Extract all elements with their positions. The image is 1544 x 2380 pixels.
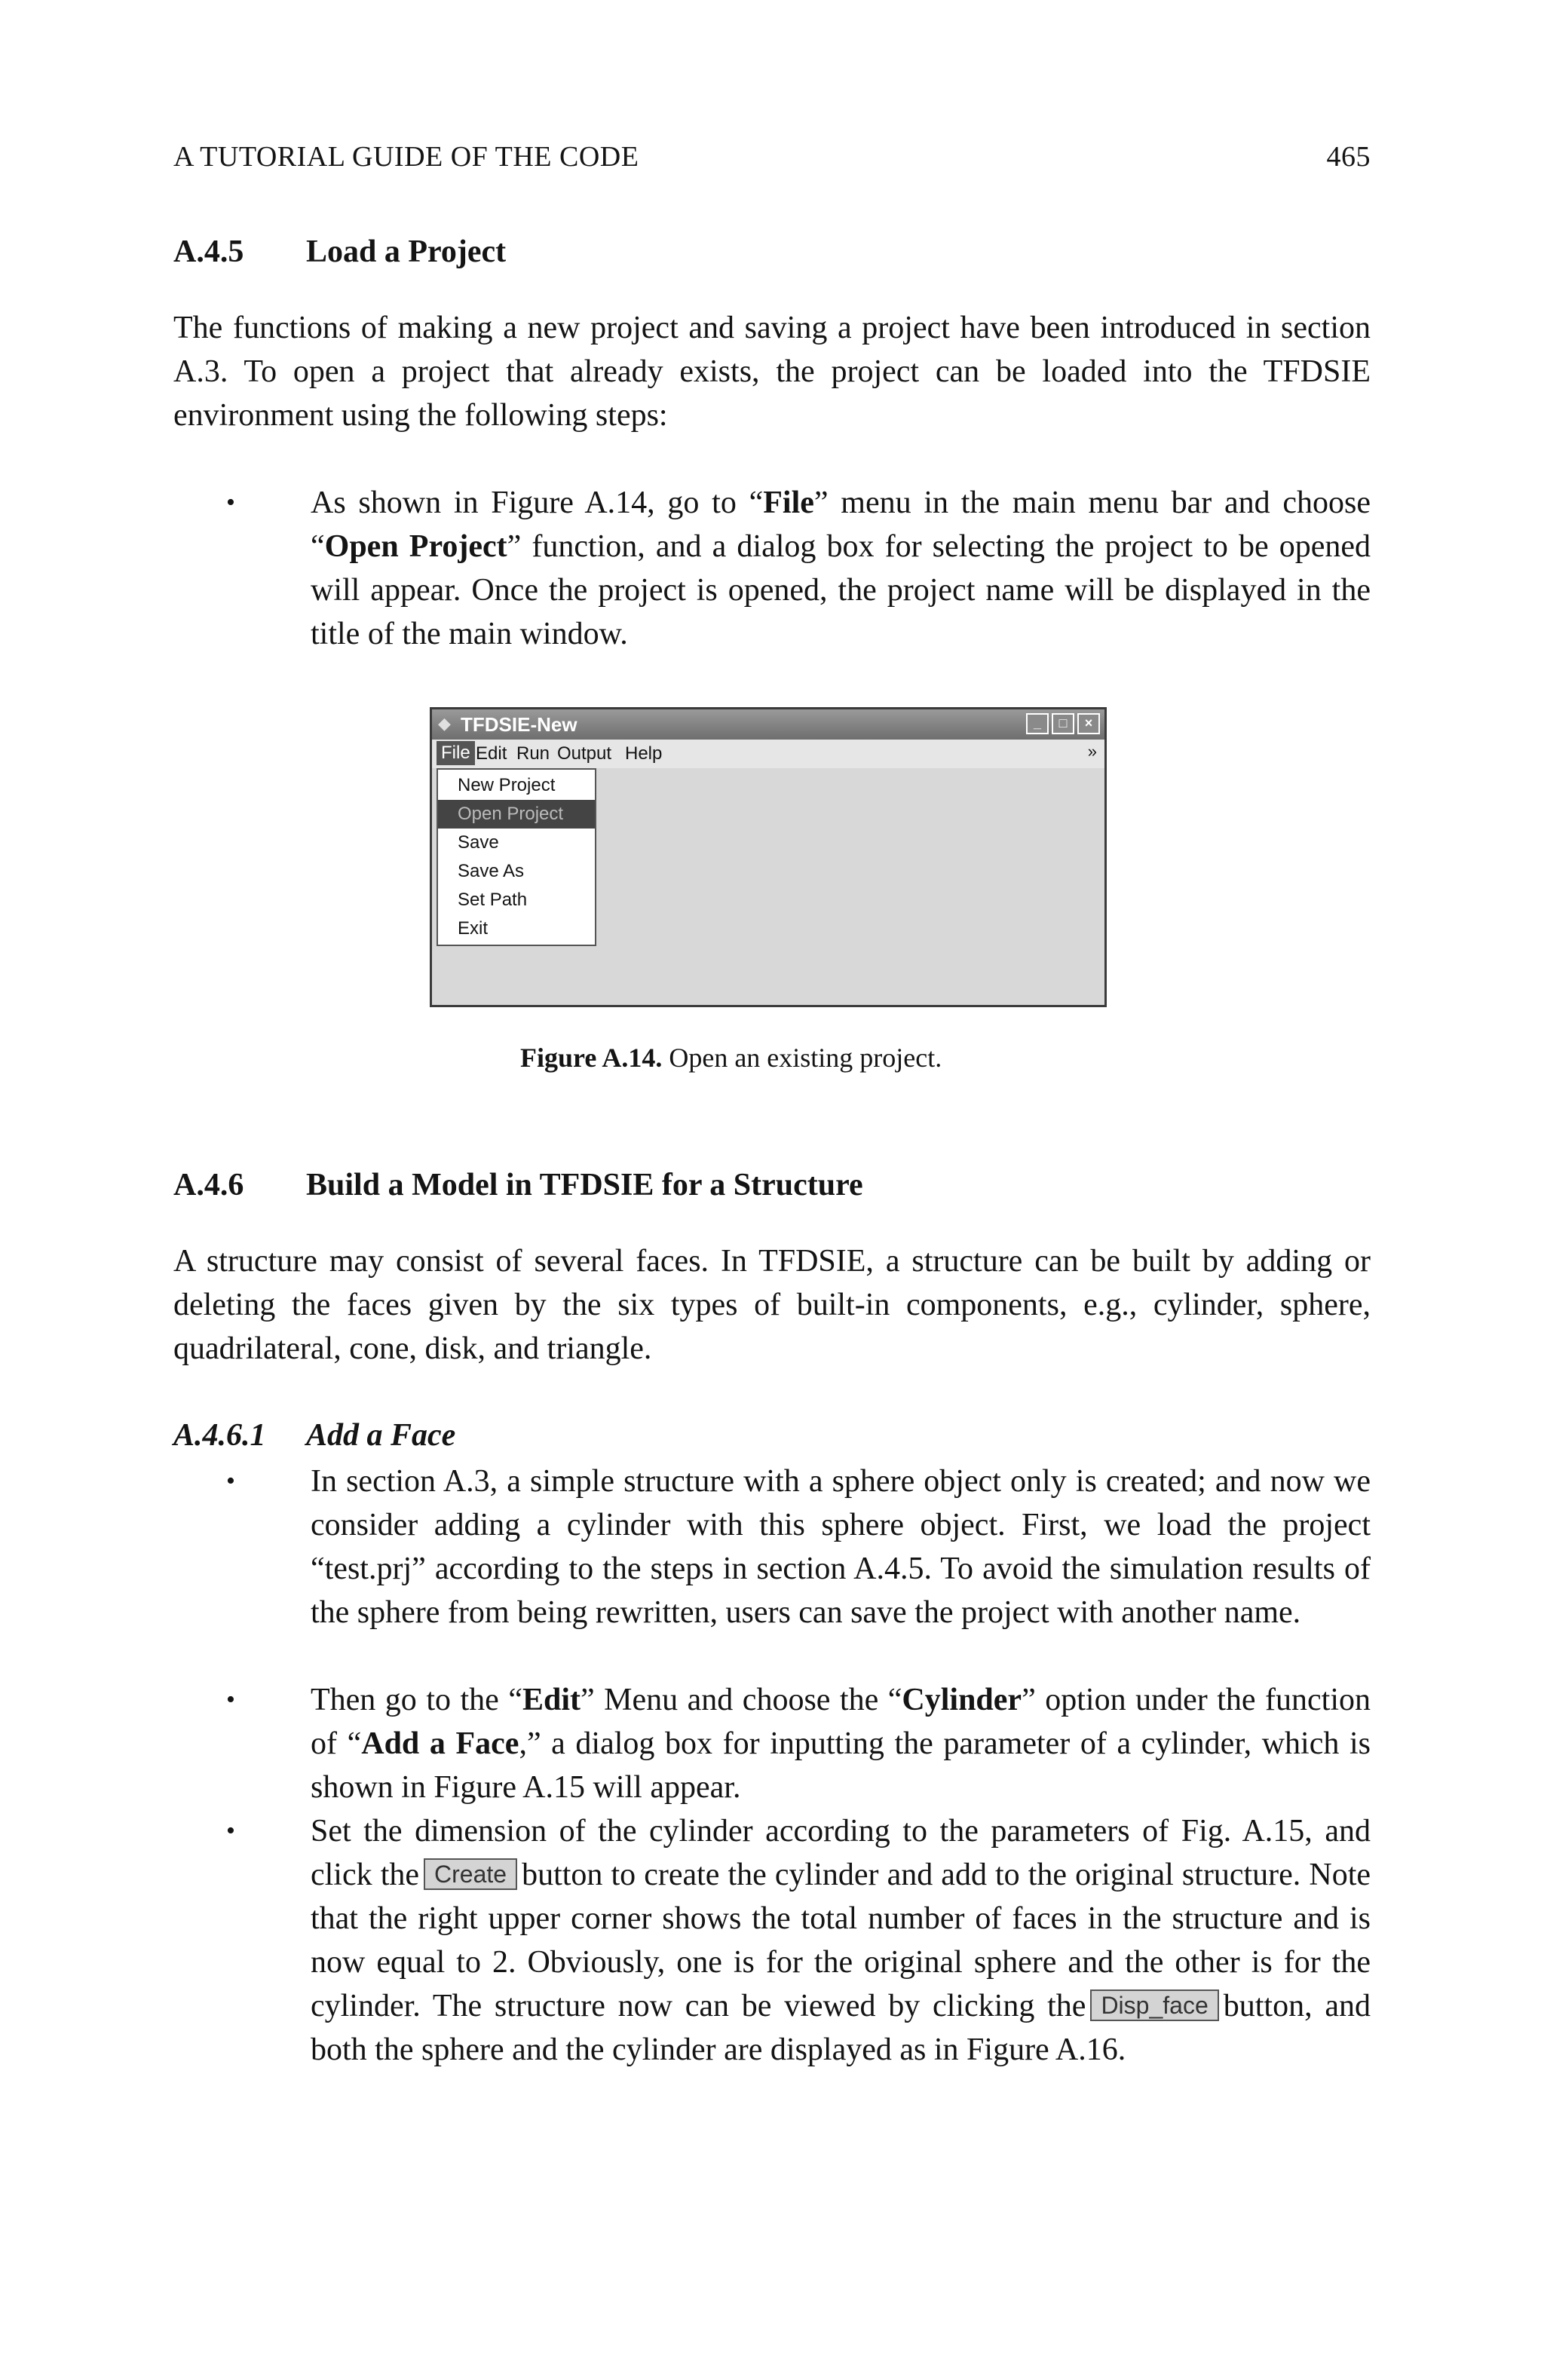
menu-file[interactable]: File	[437, 741, 475, 765]
page-number: 465	[1326, 141, 1371, 173]
menu-item-set-path[interactable]: Set Path	[458, 890, 528, 910]
subsection-number: A.4.6.1	[173, 1418, 266, 1453]
caption-label: Figure A.14.	[520, 1043, 663, 1073]
section-heading-a46	[173, 1167, 863, 1203]
menu-help[interactable]: Help	[625, 743, 663, 764]
paragraph-intro	[173, 306, 1371, 437]
window-title: TFDSIE-New	[461, 713, 577, 736]
bullet-dot: •	[226, 1686, 235, 1714]
file-menu-dropdown	[437, 768, 596, 946]
menu-item-exit[interactable]: Exit	[458, 918, 489, 939]
menu-item-save[interactable]: Save	[458, 832, 499, 853]
bullet-text: As shown in Figure A.14, go to “File” menu in the main menu bar and choose “Open Project” function, and a dialog box for selecting the project to be opened will appear. Once the project is opened, the project name will be displayed in the title of the main window.	[311, 485, 1371, 651]
create-button[interactable]: Create	[424, 1858, 517, 1890]
menu-item-save-as[interactable]: Save As	[458, 861, 525, 881]
bullet-dot: •	[226, 1817, 235, 1845]
window-titlebar	[432, 709, 1104, 740]
running-head-title: A TUTORIAL GUIDE OF THE CODE	[173, 141, 639, 173]
section-number: A.4.6	[173, 1168, 244, 1202]
subsection-title: Add a Face	[306, 1418, 456, 1453]
menu-item-open-project[interactable]: Open Project	[438, 800, 595, 829]
section-title: Build a Model in TFDSIE for a Structure	[306, 1168, 863, 1202]
minimize-button[interactable]: _	[1026, 713, 1049, 734]
bullet-dot: •	[226, 489, 235, 516]
menu-run[interactable]: Run	[516, 743, 550, 764]
close-button[interactable]: ×	[1077, 713, 1100, 734]
bullet-dot: •	[226, 1467, 235, 1495]
menu-item-new-project[interactable]: New Project	[458, 775, 556, 795]
figure-screenshot-window	[430, 707, 1107, 1007]
menu-overflow-icon[interactable]: »	[1087, 742, 1097, 761]
maximize-button[interactable]: □	[1052, 713, 1074, 734]
paragraph-text: The functions of making a new project and saving a project have been introduced in section A.3. To open a project that already exists, the project can be loaded into the TFDSIE environment using the following steps:	[173, 311, 1371, 433]
menu-bar	[432, 740, 1104, 768]
menu-edit[interactable]: Edit	[476, 743, 507, 764]
section-heading-a45	[173, 234, 506, 270]
bullet-text: Set the dimension of the cylinder according to the parameters of Fig. A.15, and click the Create button to create the cylinder and add to the original structure. Note that the right upper corner shows the total number of faces in the structure and is now equal to 2. Obviously, one is for the original sphere and the other is for the cylinder. The structure now can be viewed by clicking the Disp_face button, and both the sphere and the cylinder are displayed as in Figure A.16.	[311, 1814, 1371, 2067]
paragraph-text: A structure may consist of several faces. In TFDSIE, a structure can be built by adding or deleting the faces given by the six types of built-in components, e.g., cylinder, sphere, quadrilateral, cone, disk, and triangle.	[173, 1244, 1371, 1366]
subsection-heading-a461	[173, 1417, 455, 1453]
bullet-text: In section A.3, a simple structure with a sphere object only is created; and now we consider adding a cylinder with this sphere object. First, we load the project “test.prj” according to the steps in section A.4.5. To avoid the simulation results of the sphere from being rewritten, users can save the project with another name.	[311, 1464, 1371, 1630]
paragraph-structure	[173, 1239, 1371, 1371]
bullet-text: Then go to the “Edit” Menu and choose the “Cylinder” option under the function of “Add a Face,” a dialog box for inputting the parameter of a cylinder, which is shown in Figure A.15 will appear.	[311, 1683, 1371, 1805]
menu-output[interactable]: Output	[557, 743, 612, 764]
figure-caption	[520, 1042, 942, 1074]
disp-face-button[interactable]: Disp_face	[1090, 1989, 1218, 2021]
section-number: A.4.5	[173, 234, 244, 269]
caption-text: Open an existing project.	[662, 1043, 942, 1073]
section-title: Load a Project	[306, 234, 507, 269]
app-icon: ◆	[438, 714, 451, 733]
running-head	[173, 140, 1371, 173]
